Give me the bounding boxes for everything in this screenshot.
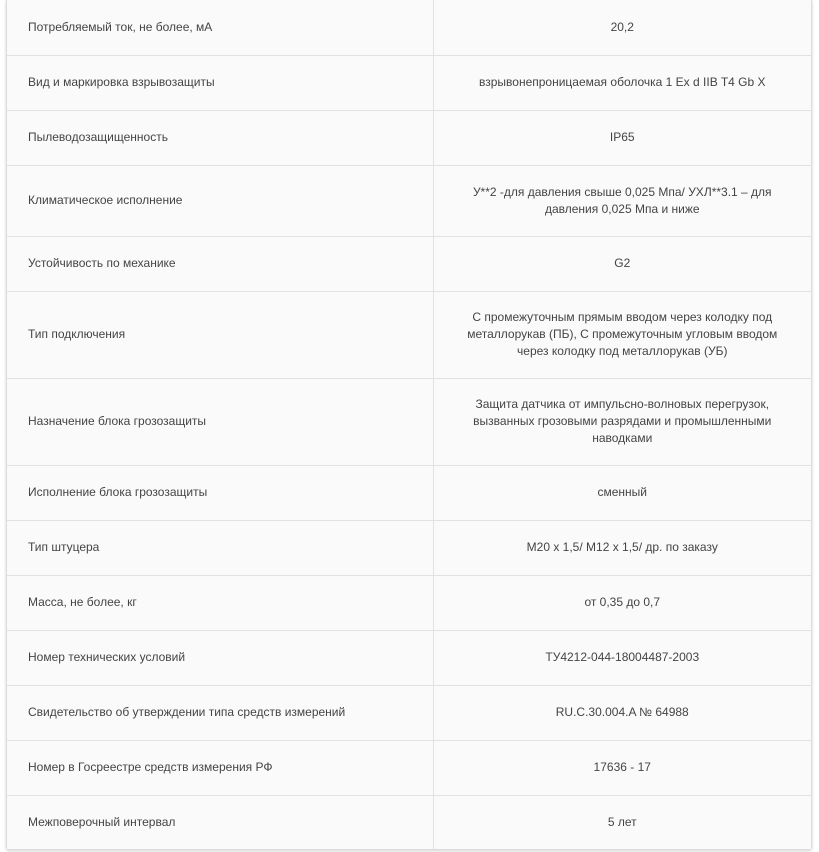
- spec-value: RU.C.30.004.A № 64988: [433, 685, 811, 740]
- spec-value: G2: [433, 236, 811, 291]
- spec-value: IP65: [433, 110, 811, 165]
- table-row: [7, 110, 811, 165]
- spec-param: Вид и маркировка взрывозащиты: [7, 55, 433, 110]
- spec-param: Исполнение блока грозозащиты: [7, 465, 433, 520]
- table-row: [7, 685, 811, 740]
- spec-param: Тип подключения: [7, 291, 433, 378]
- spec-value: 5 лет: [433, 795, 811, 849]
- spec-param: Пылеводозащищенность: [7, 110, 433, 165]
- table-row: [7, 465, 811, 520]
- spec-value: М20 х 1,5/ М12 х 1,5/ др. по заказу: [433, 520, 811, 575]
- table-row: [7, 236, 811, 291]
- spec-value: 17636 - 17: [433, 740, 811, 795]
- spec-value: сменный: [433, 465, 811, 520]
- table-row: [7, 291, 811, 378]
- spec-param: Климатическое исполнение: [7, 165, 433, 236]
- spec-value: Защита датчика от импульсно-волновых перегрузок, вызванных грозовыми разрядами и промышленными наводками: [433, 378, 811, 465]
- table-row: [7, 165, 811, 236]
- spec-value: 20,2: [433, 0, 811, 55]
- spec-value: У**2 -для давления свыше 0,025 Мпа/ УХЛ**3.1 – для давления 0,025 Мпа и ниже: [433, 165, 811, 236]
- table-row: [7, 575, 811, 630]
- spec-param: Потребляемый ток, не более, мА: [7, 0, 433, 55]
- spec-value: ТУ4212-044-18004487-2003: [433, 630, 811, 685]
- table-row: [7, 630, 811, 685]
- table-row: [7, 55, 811, 110]
- table-row: [7, 795, 811, 849]
- spec-param: Устойчивость по механике: [7, 236, 433, 291]
- spec-param: Тип штуцера: [7, 520, 433, 575]
- spec-param: Номер технических условий: [7, 630, 433, 685]
- spec-value: от 0,35 до 0,7: [433, 575, 811, 630]
- spec-value: С промежуточным прямым вводом через колодку под металлорукав (ПБ), С промежуточным угловым вводом через колодку под металлорукав (УБ): [433, 291, 811, 378]
- specs-table: [7, 0, 811, 849]
- spec-param: Номер в Госреестре средств измерения РФ: [7, 740, 433, 795]
- spec-param: Назначение блока грозозащиты: [7, 378, 433, 465]
- specs-table-container: [6, 0, 812, 850]
- spec-value: взрывонепроницаемая оболочка 1 Ex d IIB T4 Gb X: [433, 55, 811, 110]
- spec-param: Свидетельство об утверждении типа средств измерений: [7, 685, 433, 740]
- table-row: [7, 740, 811, 795]
- spec-param: Межповерочный интервал: [7, 795, 433, 849]
- spec-param: Масса, не более, кг: [7, 575, 433, 630]
- table-row: [7, 378, 811, 465]
- table-row: [7, 0, 811, 55]
- table-row: [7, 520, 811, 575]
